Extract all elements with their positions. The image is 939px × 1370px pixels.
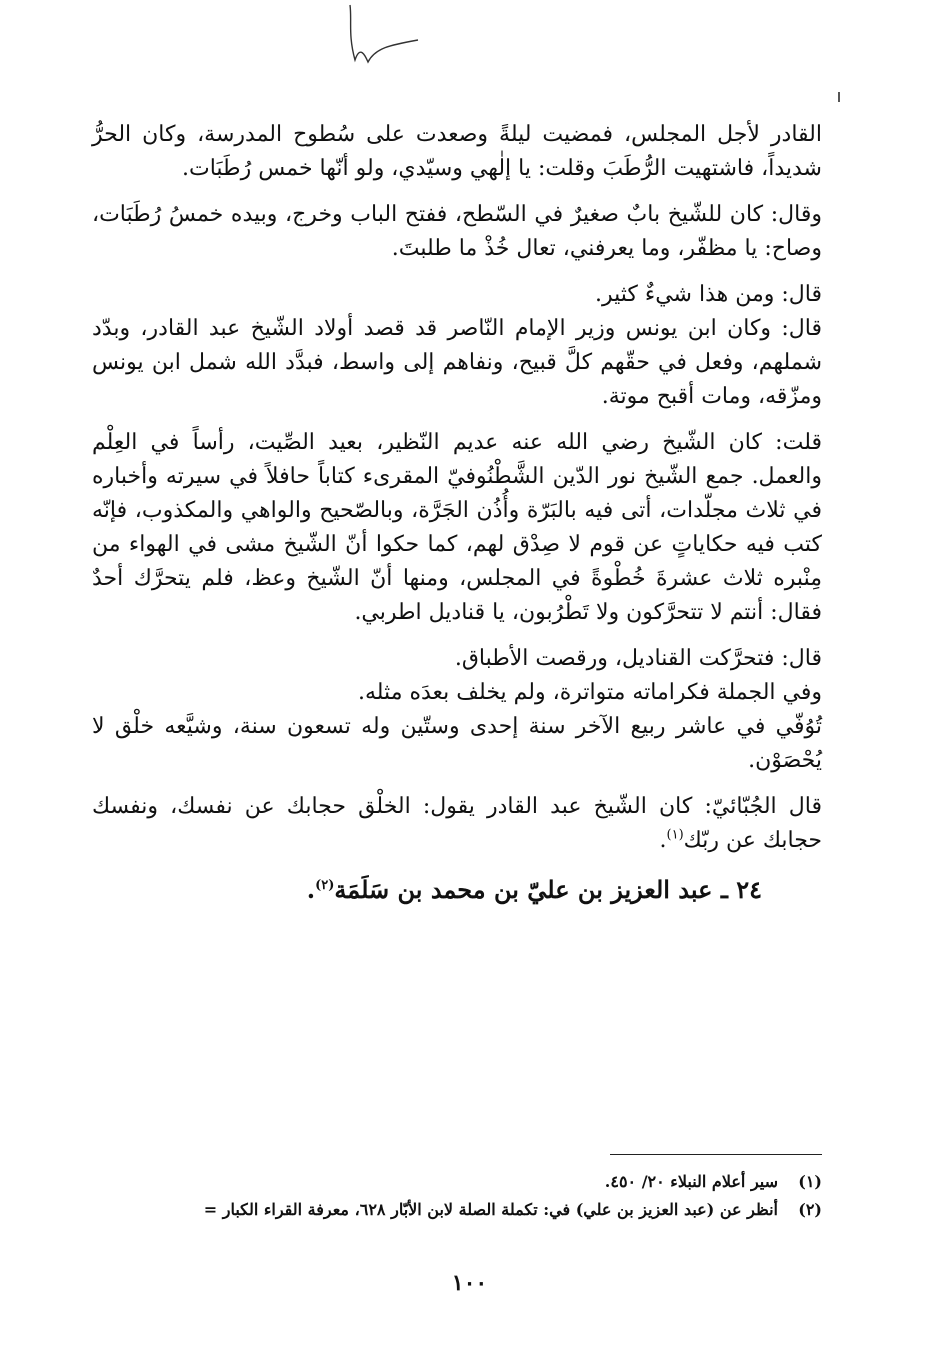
- footnote-ref-1[interactable]: (١): [666, 827, 684, 843]
- main-text-body: [92, 118, 822, 908]
- footnote-1-text: سير أعلام النبلاء ٢٠/ ٤٥٠.: [604, 1172, 778, 1191]
- paragraph-9-end: .: [659, 828, 667, 853]
- footnote-separator: [610, 1154, 822, 1155]
- entry-heading: [92, 872, 762, 908]
- paragraph-8: تُوُفّي في عاشر ربيع الآخر سنة إحدى وستّين وله تسعون سنة، وشيَّعه خلْق لا يُحْصَوْن.: [92, 714, 822, 773]
- paragraph-7: وفي الجملة فكراماته متواترة، ولم يخلف بعدَه مثله.: [357, 680, 822, 705]
- paragraph-2: وقال: كان للشّيخ بابٌ صغيرٌ في السّطح، ففتح الباب وخرج، وبيده خمسُ رُطَبَات، وصاح: يا مظفّر، وما يعرفني، تعال خُذْ ما طلبتَ.: [92, 202, 822, 261]
- footnote-2-text: أنظر عن (عبد العزيز بن علي) في: تكملة الصلة لابن الأبّار ٦٢٨، معرفة القراء الكبار =: [203, 1200, 778, 1219]
- footnote-1: [80, 1168, 822, 1196]
- page-speck: [838, 92, 840, 102]
- page-number: ١٠٠: [451, 1270, 488, 1296]
- footnote-1-number: (١): [798, 1172, 822, 1191]
- footnote-ref-2[interactable]: (٢): [315, 878, 335, 893]
- entry-heading-text: ٢٤ ـ عبد العزيز بن عليّ بن محمد بن سَلَمَة: [334, 875, 762, 904]
- paragraph-1: القادر لأجل المجلس، فمضيت ليلةً وصعدت على سُطوح المدرسة، وكان الحرُّ شديداً، فاشتهيت الرُّطَبَ وقلت: يا إلٰهي وسيّدي، ولو أنّها خمس رُطَبَات.: [92, 122, 822, 181]
- entry-heading-end: .: [306, 875, 316, 904]
- paragraph-9: [92, 790, 822, 858]
- paragraph-5: قلت: كان الشّيخ رضي الله عنه عديم النّظير، بعيد الصِّيت، رأساً في العِلْم والعمل. جمع الشّيخ نور الدّين الشَّطْنُوفيّ المقرىء كتاباً حافلاً في سيرته وأخباره في ثلاث مجلّدات، أتى فيه بالبَرّة وأُذُن الجَرَّة، وبالصّحيح والواهي والمكذوب، فإنّه كتب فيه حكاياتٍ عن قوم لا صِدْق لهم، كما حكوا أنّ الشّيخ مشى في الهواء من مِنْبره ثلاث عشرةَ خُطْوةً في المجلس، ومنها أنّ الشّيخ وعظ، فلم يتحرَّك أحدٌ فقال: أنتم لا تتحرَّكون ولا تَطْرُبون، يا قناديل اطربي.: [92, 430, 822, 625]
- paragraph-4: قال: وكان ابن يونس وزير الإمام النّاصر قد قصد أولاد الشّيخ عبد القادر، وبدّد شملهم، وفعل في حقّهم كلَّ قبيح، ونفاهم إلى واسط، فبدَّد الله شمل ابن يونس ومزّقه، ومات أقبح موتة.: [92, 316, 822, 409]
- paragraph-6: قال: فتحرَّكت القناديل، ورقصت الأطباق.: [454, 646, 822, 671]
- footnotes: [80, 1168, 822, 1224]
- footnote-2: [80, 1196, 822, 1224]
- footnote-2-number: (٢): [798, 1200, 822, 1219]
- paragraph-9-text: قال الجُبّائيّ: كان الشّيخ عبد القادر يقول: الخلْق حجابك عن نفسك، ونفسك حجابك عن ربّك: [92, 794, 822, 853]
- pen-scribble-mark: [330, 0, 420, 80]
- paragraph-3: قال: ومن هذا شيءٌ كثير.: [594, 282, 822, 307]
